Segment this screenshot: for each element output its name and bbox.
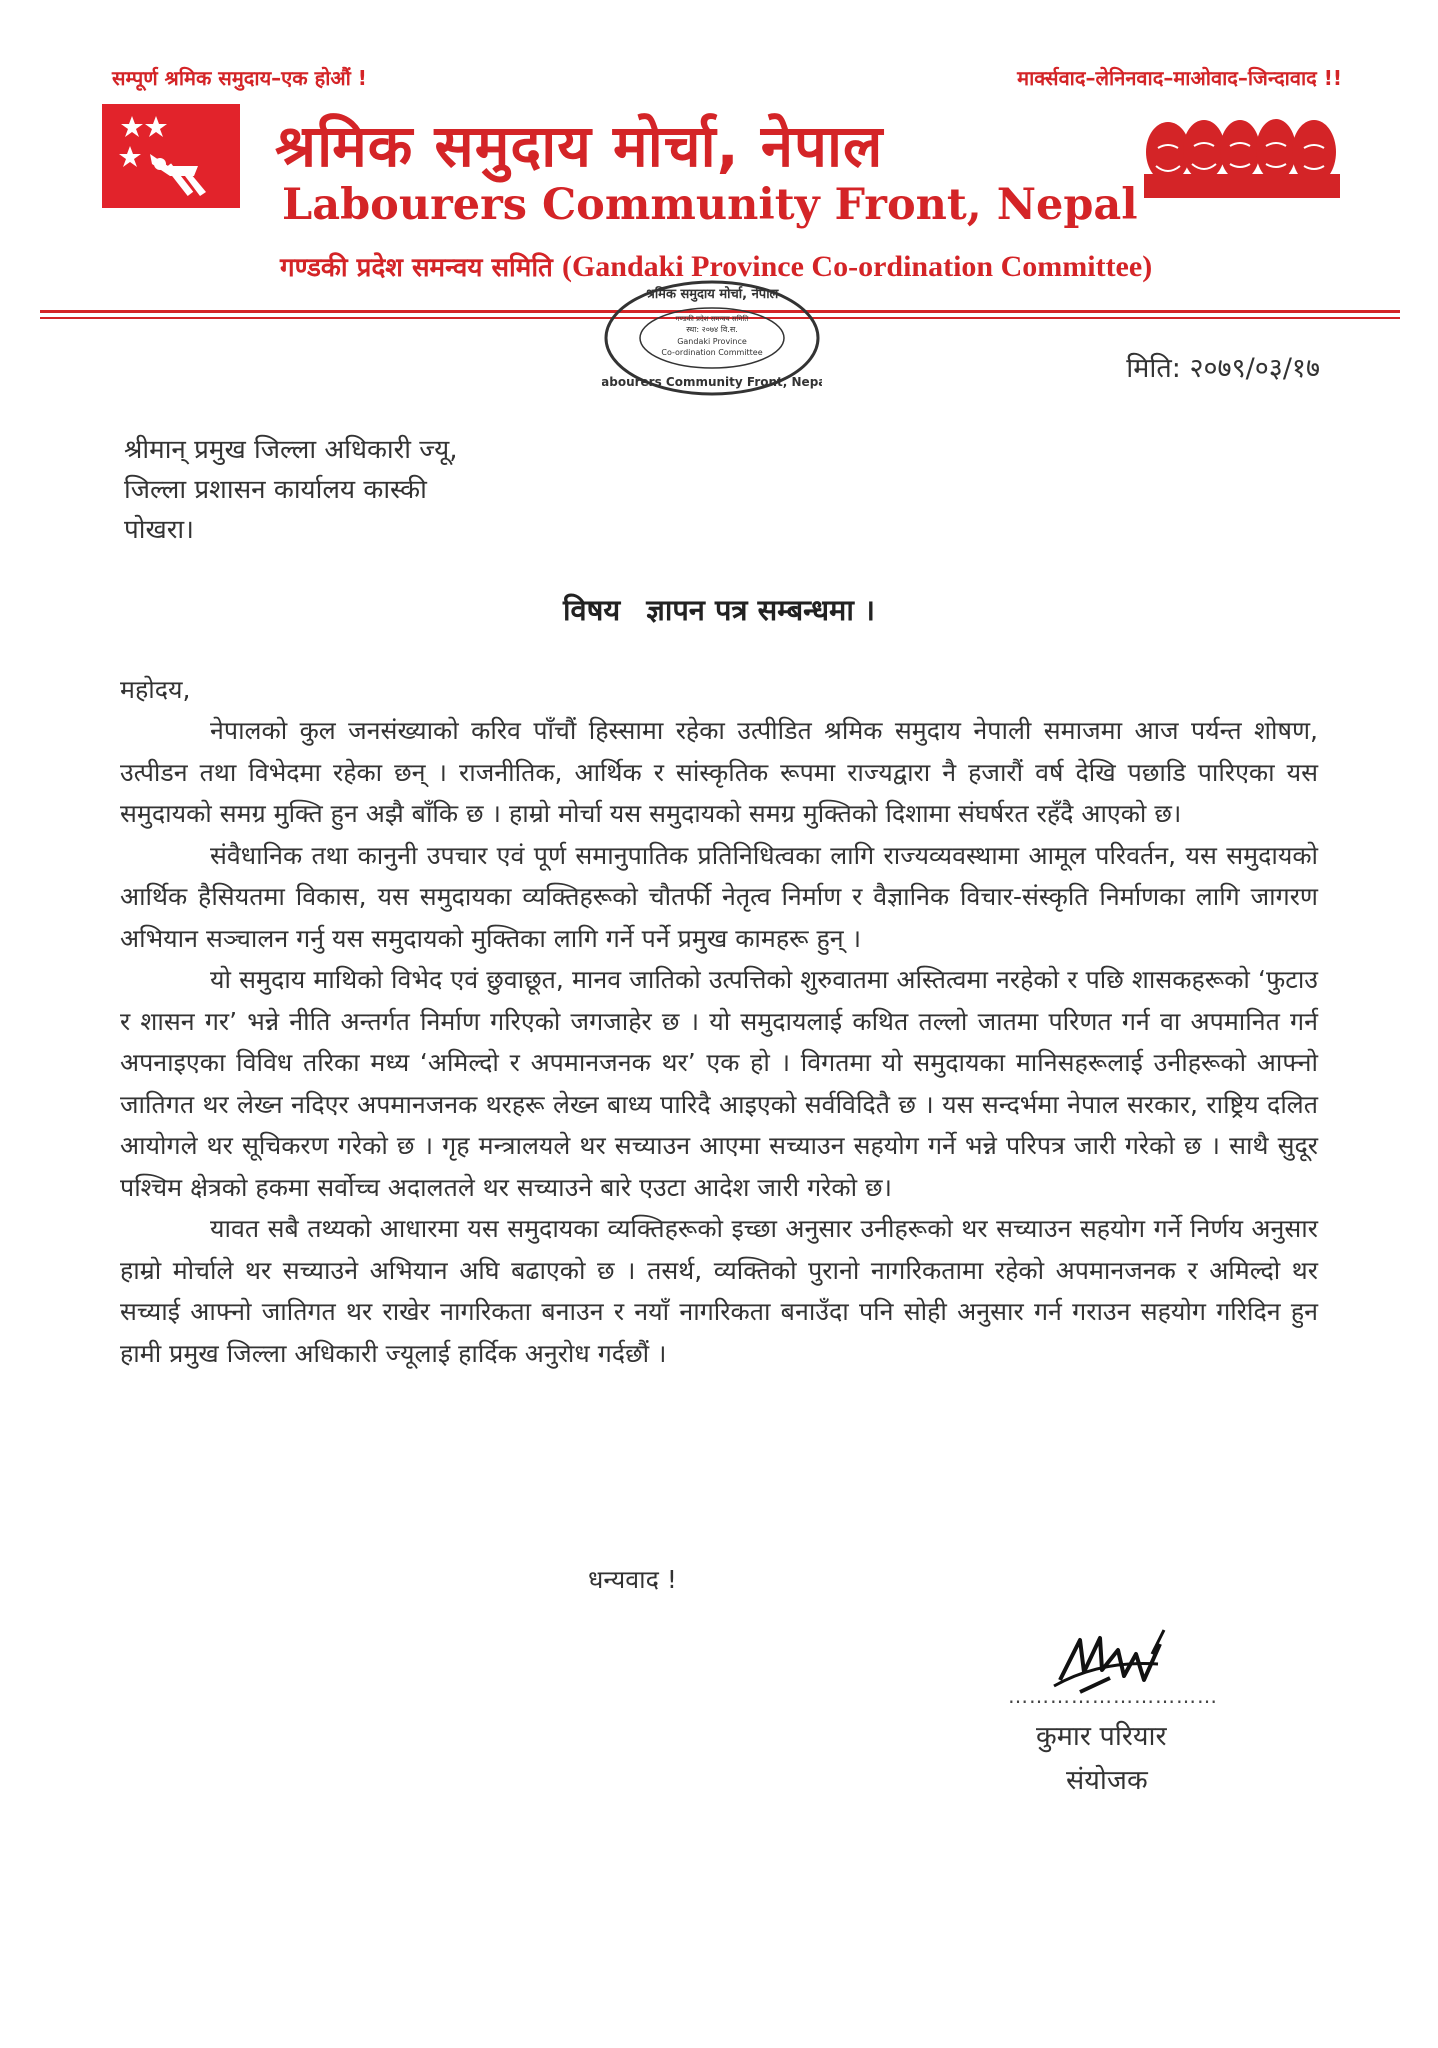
body-paragraph: संवैधानिक तथा कानुनी उपचार एवं पूर्ण समानुपातिक प्रतिनिधित्वका लागि राज्यव्यवस्थामा आमूल परिवर्तन, यस समुदायको आर्थिक हैसियतमा विकास, यस समुदायका व्यक्तिहरूको चौतर्फी नेतृत्व निर्माण र वैज्ञानिक विचार-संस्कृति निर्माणका लागि जागरण अभियान सञ्चालन गर्नु यस समुदायको मुक्तिका लागि गर्ने पर्ने प्रमुख कामहरू हुन् । — [120, 840, 1318, 953]
party-flag-logo — [102, 104, 240, 208]
subject-label: विषय — [563, 593, 621, 627]
slogan-right: मार्क्सवाद–लेनिनवाद–माओवाद–जिन्दावाद !! — [1017, 66, 1342, 90]
recipient-line-3: पोखरा। — [124, 515, 194, 545]
committee-name-english: (Gandaki Province Co-ordination Committee) — [561, 250, 1153, 283]
signatory-name: कुमार परियार — [1036, 1721, 1167, 1752]
organization-stamp — [602, 278, 822, 398]
org-name-english: Labourers Community Front, Nepal — [282, 180, 1138, 230]
body-paragraph: नेपालको कुल जनसंख्याको करिव पाँचौं हिस्सामा रहेका उत्पीडित श्रमिक समुदाय नेपाली समाजमा आज पर्यन्त शोषण, उत्पीडन तथा विभेदमा रहेका छन् । राजनीतिक, आर्थिक र सांस्कृतिक रूपमा राज्यद्वारा नै हजारौं वर्ष देखि पछाडि पारिएका यस समुदायको समग्र मुक्ति हुन अझै बाँकि छ । हाम्रो मोर्चा यस समुदायको समग्र मुक्तिको दिशामा संघर्षरत रहँदै आएको छ। — [120, 716, 1318, 828]
flag-emblem-icon — [102, 104, 240, 208]
letter-body — [120, 710, 1318, 1374]
org-name-nepali: श्रमिक समुदाय मोर्चा, नेपाल — [275, 112, 884, 180]
stamp-inner-line4: Co-ordination Committee — [661, 348, 763, 357]
leaders-portrait-logo — [1144, 104, 1340, 198]
body-paragraph: यावत सबै तथ्यको आधारमा यस समुदायका व्यक्तिहरूको इच्छा अनुसार उनीहरूको थर सच्याउन सहयोग गर्ने निर्णय अनुसार हाम्रो मोर्चाले थर सच्याउने अभियान अघि बढाएको छ । तसर्थ, व्यक्तिको पुरानो नागरिकतामा रहेको अपमानजनक र अमिल्दो थर सच्याई आफ्नो जातिगत थर राखेर नागरिकता बनाउन र नयाँ नागरिकता बनाउँदा पनि सोही अनुसार गर्न गराउन सहयोग गरिदिन हुन हामी प्रमुख जिल्ला अधिकारी ज्यूलाई हार्दिक अनुरोध गर्दछौं । — [120, 1214, 1318, 1368]
stamp-seal-icon — [602, 278, 822, 398]
letter-date: मिति: २०७९/०३/१७ — [1126, 353, 1320, 384]
stamp-outer-top: श्रमिक समुदाय मोर्चा, नेपाल — [645, 287, 779, 302]
stamp-inner-line3: Gandaki Province — [677, 337, 747, 346]
closing-thanks: धन्यवाद ! — [588, 1565, 677, 1594]
signatory-title: संयोजक — [1066, 1765, 1148, 1796]
committee-name-nepali: गण्डकी प्रदेश समन्वय समिति — [280, 253, 553, 283]
salutation: महोदय, — [120, 675, 191, 704]
subject-line — [0, 590, 1438, 629]
stamp-inner-line1: गण्डकी प्रदेश समन्वय समिति — [675, 315, 749, 323]
stamp-outer-bottom: Labourers Community Front, Nepal — [602, 375, 822, 389]
subject-text: ज्ञापन पत्र सम्बन्धमा । — [646, 593, 875, 627]
signature-dots: ………………………… — [1008, 1684, 1218, 1708]
slogan-left: सम्पूर्ण श्रमिक समुदाय–एक होऔं ! — [112, 66, 367, 90]
recipient-line-1: श्रीमान् प्रमुख जिल्ला अधिकारी ज्यू, — [124, 435, 458, 465]
portraits-icon — [1144, 104, 1340, 198]
recipient-line-2: जिल्ला प्रशासन कार्यालय कास्की — [124, 475, 427, 505]
body-paragraph: यो समुदाय माथिको विभेद एवं छुवाछूत, मानव जातिको उत्पत्तिको शुरुवातमा अस्तित्वमा नरहेको र पछि शासकहरूको ‘फुटाउ र शासन गर’ भन्ने नीति अन्तर्गत निर्माण गरिएको जगजाहेर छ । यो समुदायलाई कथित तल्लो जातमा परिणत गर्न वा अपमानित गर्न अपनाइएका विविध तरिका मध्य ‘अमिल्दो र अपमानजनक थर’ एक हो । विगतमा यो समुदायका मानिसहरूलाई उनीहरूको आफ्नो जातिगत थर लेख्न नदिएर अपमानजनक थरहरू लेख्न बाध्य पारिदै आइएको सर्वविदितै छ । यस सन्दर्भमा नेपाल सरकार, राष्ट्रिय दलित आयोगले थर सूचिकरण गरेको छ । गृह मन्त्रालयले थर सच्याउन आएमा सच्याउन सहयोग गर्ने भन्ने परिपत्र जारी गरेको छ । साथै सुदूर पश्चिम क्षेत्रको हकमा सर्वोच्च अदालतले थर सच्याउने बारे एउटा आदेश जारी गरेको छ। — [120, 965, 1318, 1202]
stamp-inner-line2: स्था: २०७४ वि.स. — [686, 325, 738, 334]
